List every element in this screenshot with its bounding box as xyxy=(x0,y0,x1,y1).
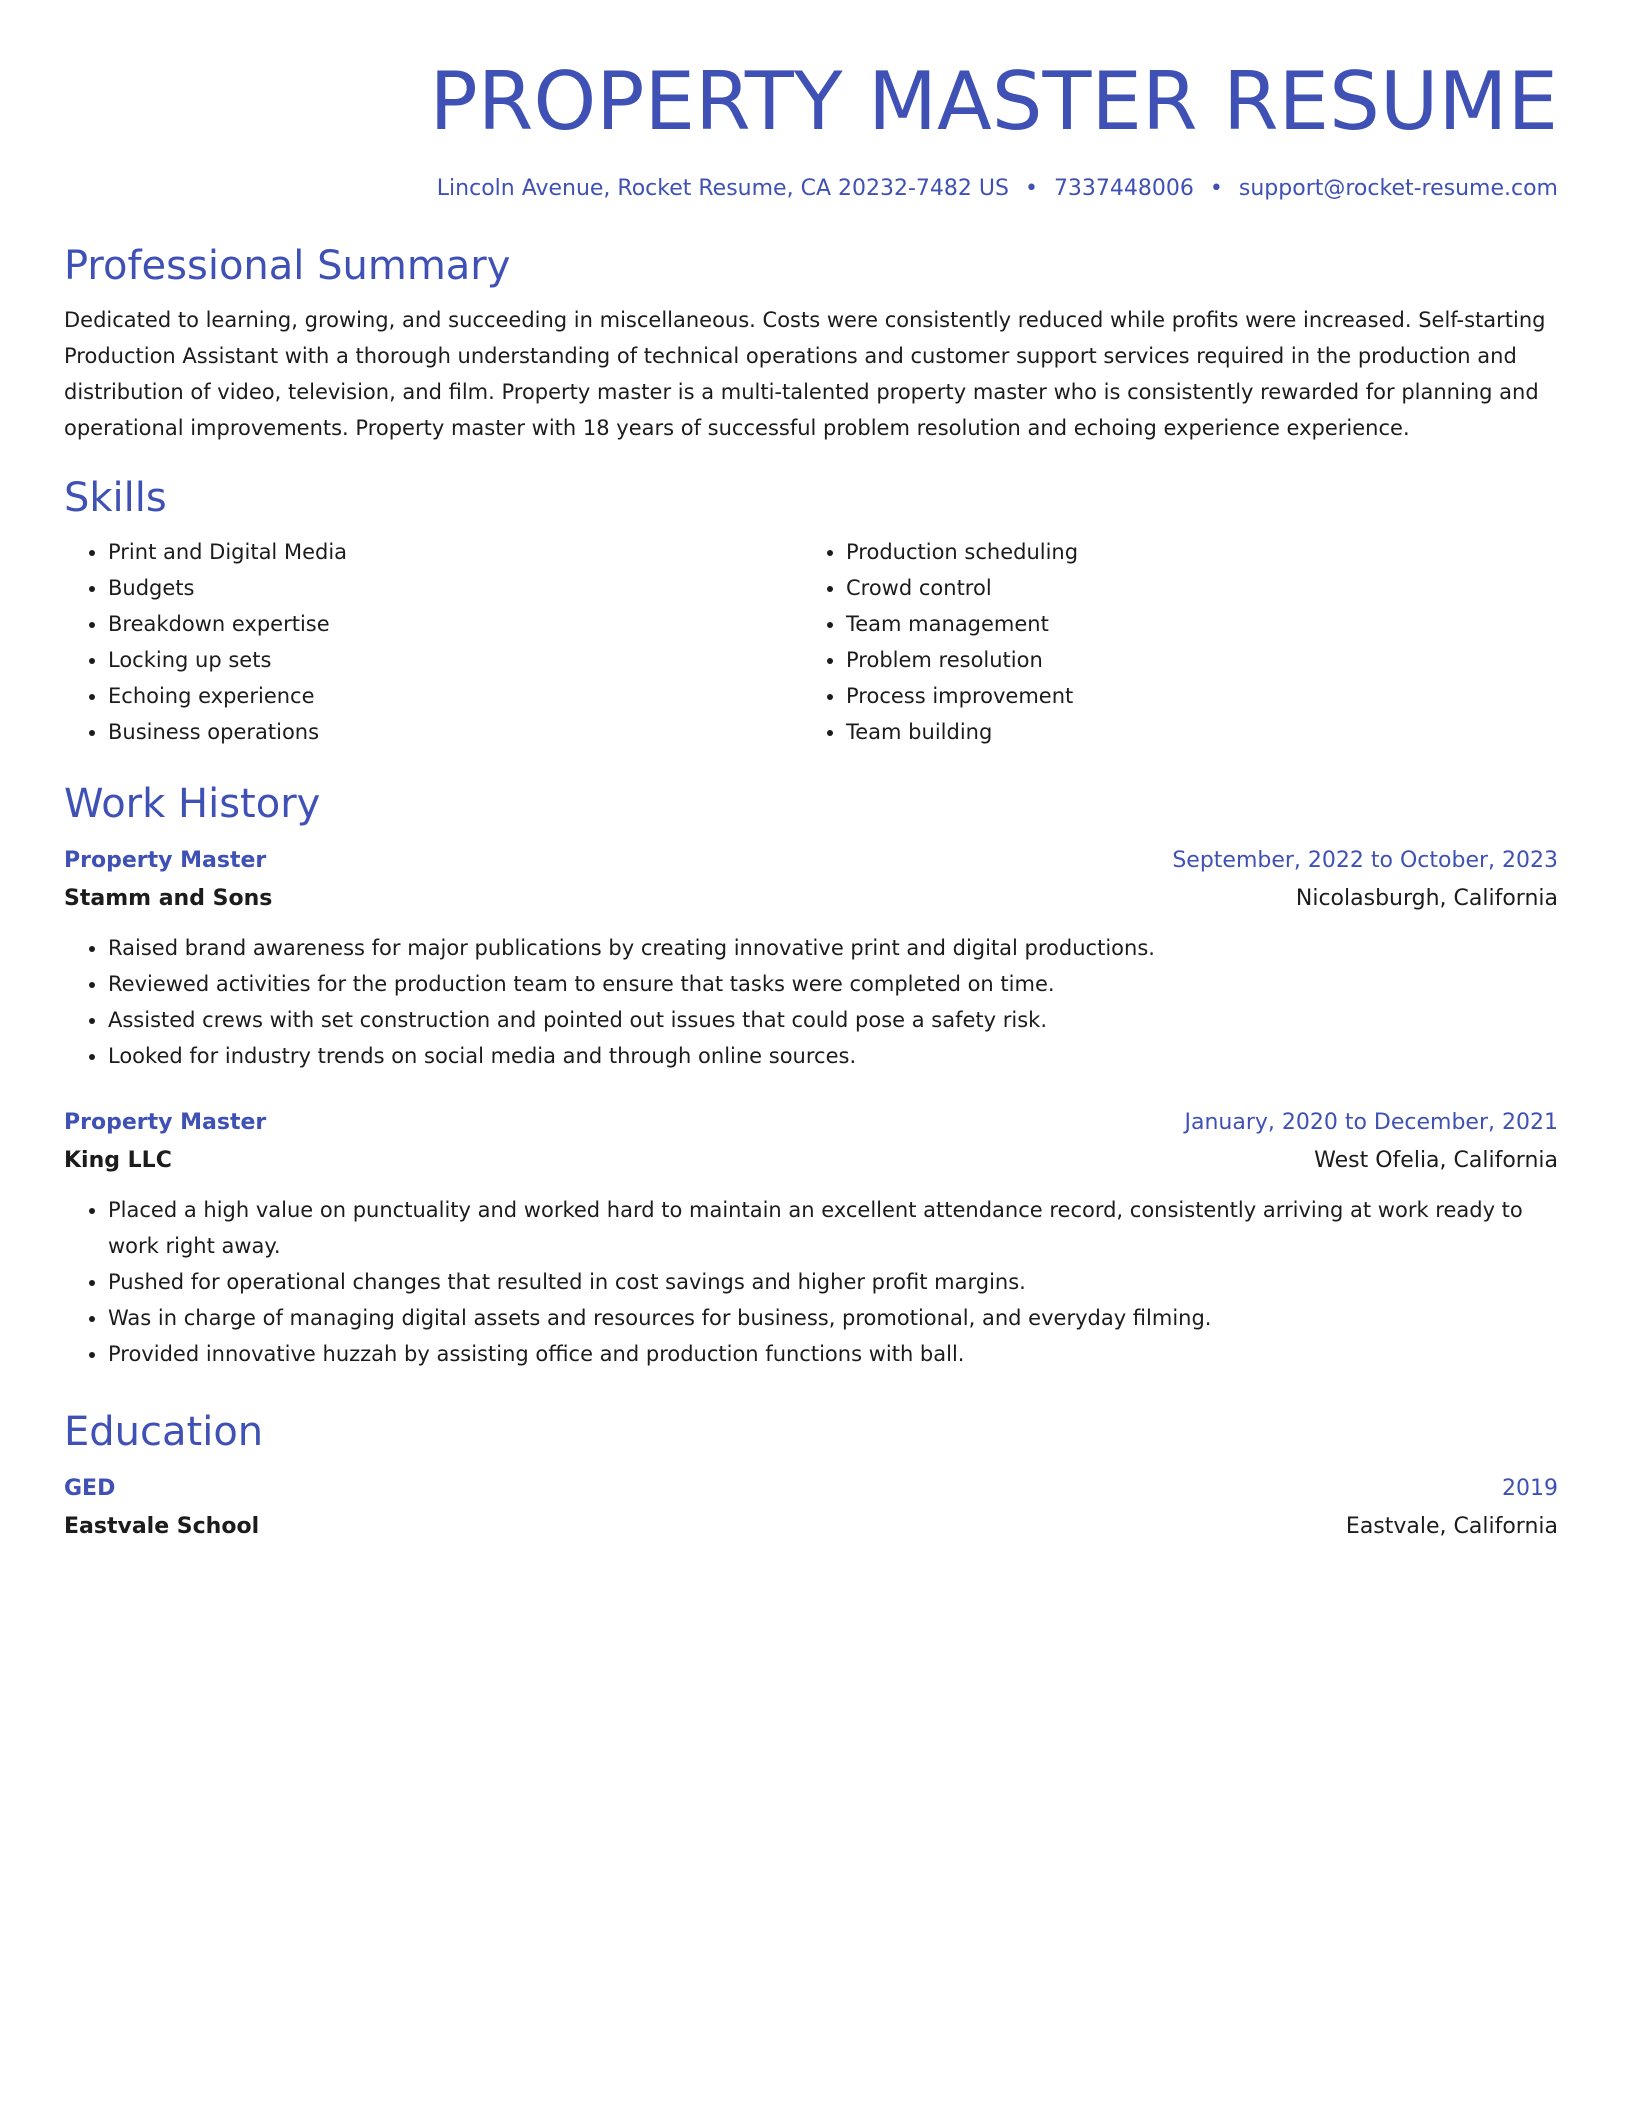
skills-list xyxy=(64,534,1558,750)
summary-text: Dedicated to learning, growing, and succeeding in miscellaneous. Costs were consistently reduced while profits were increased. Self-starting Production Assistant with a thorough understanding of technical operations and customer support services required in the production and distribution of video, television, and film. Property master is a multi-talented property master who is consistently rewarded for planning and operational improvements. Property master with 18 years of successful problem resolution and echoing experience experience. xyxy=(64,308,1546,440)
education-degree: GED xyxy=(64,1476,116,1501)
contact-separator: • xyxy=(1024,176,1038,201)
job-entry xyxy=(64,1104,1558,1372)
job-bullet: • Provided innovative huzzah by assisting office and production functions with ball. xyxy=(108,1336,1558,1372)
education-entry xyxy=(64,1470,1558,1546)
education-location: Eastvale, California xyxy=(1345,1514,1558,1539)
skills-column-right xyxy=(802,534,1540,750)
job-location: West Ofelia, California xyxy=(1314,1148,1558,1173)
skill-item: • Process improvement xyxy=(846,678,1540,714)
contact-separator: • xyxy=(1209,176,1223,201)
job-bullet: • Raised brand awareness for major publications by creating innovative print and digital productions. xyxy=(108,930,1558,966)
contact-email: support@rocket-resume.com xyxy=(1238,176,1558,201)
skill-item: • Crowd control xyxy=(846,570,1540,606)
skill-item: • Problem resolution xyxy=(846,642,1540,678)
job-bullet: • Pushed for operational changes that resulted in cost savings and higher profit margins. xyxy=(108,1264,1558,1300)
contact-address: Lincoln Avenue, Rocket Resume, CA 20232-7482 US xyxy=(436,176,1009,201)
job-bullet: • Was in charge of managing digital assets and resources for business, promotional, and everyday filming. xyxy=(108,1300,1558,1336)
job-company: King LLC xyxy=(64,1148,172,1173)
skill-item: • Production scheduling xyxy=(846,534,1540,570)
job-bullet: • Placed a high value on punctuality and worked hard to maintain an excellent attendance record, consistently arriving at work ready to work right away. xyxy=(108,1192,1558,1264)
skill-item: • Budgets xyxy=(108,570,802,606)
skill-item: • Print and Digital Media xyxy=(108,534,802,570)
skills-heading: Skills xyxy=(64,475,167,521)
skill-item: • Locking up sets xyxy=(108,642,802,678)
job-title: Property Master xyxy=(64,848,267,873)
job-dates: January, 2020 to December, 2021 xyxy=(1184,1110,1558,1135)
job-title: Property Master xyxy=(64,1110,267,1135)
skills-column-left xyxy=(64,534,802,750)
job-dates: September, 2022 to October, 2023 xyxy=(1172,848,1558,873)
education-year: 2019 xyxy=(1502,1476,1558,1501)
skill-item: • Team building xyxy=(846,714,1540,750)
education-school: Eastvale School xyxy=(64,1514,260,1539)
job-bullets xyxy=(64,930,1558,1074)
job-company: Stamm and Sons xyxy=(64,886,273,911)
summary-heading: Professional Summary xyxy=(64,243,511,289)
job-location: Nicolasburgh, California xyxy=(1295,886,1558,911)
skill-item: • Breakdown expertise xyxy=(108,606,802,642)
contact-phone: 7337448006 xyxy=(1053,176,1194,201)
resume-title: PROPERTY MASTER RESUME xyxy=(429,55,1558,148)
job-bullet: • Looked for industry trends on social media and through online sources. xyxy=(108,1038,1558,1074)
skill-item: • Echoing experience xyxy=(108,678,802,714)
work-history-heading: Work History xyxy=(64,781,321,827)
job-entry xyxy=(64,842,1558,1074)
education-heading: Education xyxy=(64,1409,264,1455)
skill-item: • Business operations xyxy=(108,714,802,750)
job-bullets xyxy=(64,1192,1558,1372)
job-bullet: • Assisted crews with set construction and pointed out issues that could pose a safety risk. xyxy=(108,1002,1558,1038)
job-bullet: • Reviewed activities for the production team to ensure that tasks were completed on time. xyxy=(108,966,1558,1002)
skill-item: • Team management xyxy=(846,606,1540,642)
resume-page xyxy=(64,0,1558,1546)
contact-line xyxy=(64,172,1558,206)
